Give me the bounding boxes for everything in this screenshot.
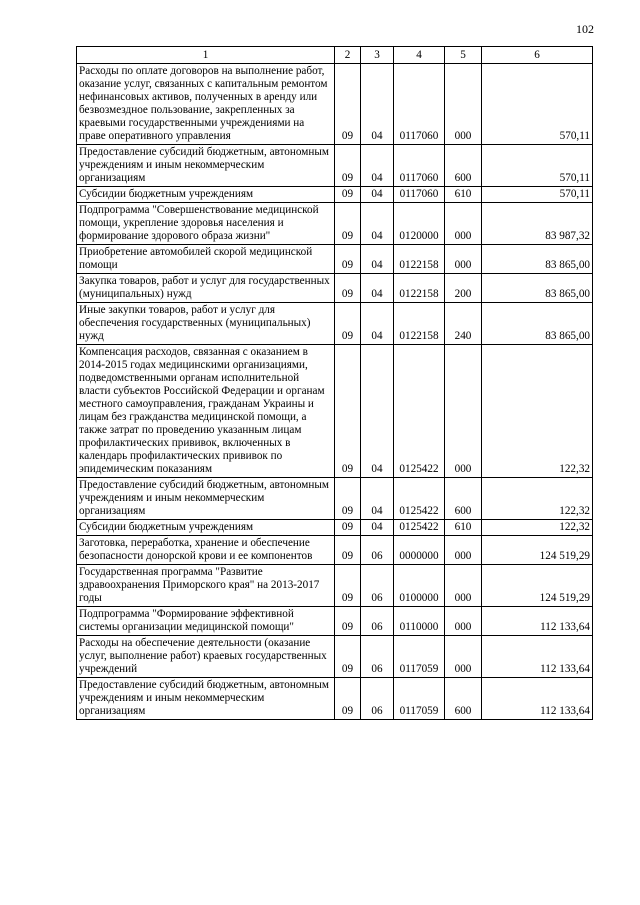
page-number: 102	[576, 22, 594, 36]
target-article-code-cell: 0117060	[394, 64, 445, 145]
table-row	[77, 678, 593, 720]
expense-type-code-cell: 000	[445, 245, 482, 274]
subsection-code-cell: 04	[361, 187, 394, 203]
expense-type-code-cell: 240	[445, 303, 482, 345]
section-code-cell: 09	[335, 64, 361, 145]
subsection-code-cell: 04	[361, 203, 394, 245]
subsection-code-cell: 06	[361, 678, 394, 720]
row-name-cell: Закупка товаров, работ и услуг для государственных (муниципальных) нужд	[77, 274, 335, 303]
subsection-code-cell: 04	[361, 345, 394, 478]
row-name-cell: Компенсация расходов, связанная с оказанием в 2014-2015 годах медицинскими организациями, подведомственными органам исполнительной власти субъектов Российской Федерации и органам местного самоуправления, гражданам Украины и лицам без гражданства медицинской помощи, а также затрат по проведению указанным лицам профилактических прививок, включенных в календарь профилактических прививок по эпидемическим показаниям	[77, 345, 335, 478]
row-name-cell: Расходы на обеспечение деятельности (оказание услуг, выполнение работ) краевых государственных учреждений	[77, 636, 335, 678]
header-cell: 1	[77, 47, 335, 64]
amount-cell: 83 865,00	[482, 303, 593, 345]
table-header-row	[77, 47, 593, 64]
amount-cell: 83 865,00	[482, 274, 593, 303]
expense-type-code-cell: 000	[445, 64, 482, 145]
target-article-code-cell: 0125422	[394, 345, 445, 478]
amount-cell: 124 519,29	[482, 565, 593, 607]
expense-type-code-cell: 610	[445, 187, 482, 203]
section-code-cell: 09	[335, 536, 361, 565]
header-cell: 2	[335, 47, 361, 64]
section-code-cell: 09	[335, 607, 361, 636]
amount-cell: 112 133,64	[482, 636, 593, 678]
subsection-code-cell: 04	[361, 303, 394, 345]
amount-cell: 570,11	[482, 145, 593, 187]
row-name-cell: Приобретение автомобилей скорой медицинской помощи	[77, 245, 335, 274]
row-name-cell: Иные закупки товаров, работ и услуг для обеспечения государственных (муниципальных) нужд	[77, 303, 335, 345]
expense-type-code-cell: 610	[445, 520, 482, 536]
section-code-cell: 09	[335, 678, 361, 720]
table-row	[77, 145, 593, 187]
table-row	[77, 274, 593, 303]
section-code-cell: 09	[335, 203, 361, 245]
amount-cell: 570,11	[482, 64, 593, 145]
section-code-cell: 09	[335, 478, 361, 520]
section-code-cell: 09	[335, 245, 361, 274]
amount-cell: 112 133,64	[482, 607, 593, 636]
subsection-code-cell: 04	[361, 64, 394, 145]
table-row	[77, 520, 593, 536]
amount-cell: 122,32	[482, 345, 593, 478]
row-name-cell: Государственная программа "Развитие здравоохранения Приморского края" на 2013-2017 годы	[77, 565, 335, 607]
target-article-code-cell: 0125422	[394, 478, 445, 520]
section-code-cell: 09	[335, 274, 361, 303]
table-row	[77, 64, 593, 145]
target-article-code-cell: 0122158	[394, 274, 445, 303]
row-name-cell: Предоставление субсидий бюджетным, автономным учреждениям и иным некоммерческим организациям	[77, 478, 335, 520]
header-cell: 3	[361, 47, 394, 64]
expense-type-code-cell: 600	[445, 678, 482, 720]
amount-cell: 112 133,64	[482, 678, 593, 720]
table-row	[77, 636, 593, 678]
table-row	[77, 245, 593, 274]
expense-type-code-cell: 600	[445, 145, 482, 187]
row-name-cell: Подпрограмма "Формирование эффективной системы организации медицинской помощи"	[77, 607, 335, 636]
subsection-code-cell: 04	[361, 520, 394, 536]
expense-type-code-cell: 200	[445, 274, 482, 303]
section-code-cell: 09	[335, 520, 361, 536]
table-row	[77, 187, 593, 203]
expense-type-code-cell: 000	[445, 536, 482, 565]
table-row	[77, 303, 593, 345]
target-article-code-cell: 0000000	[394, 536, 445, 565]
subsection-code-cell: 06	[361, 565, 394, 607]
table-row	[77, 607, 593, 636]
target-article-code-cell: 0122158	[394, 303, 445, 345]
section-code-cell: 09	[335, 636, 361, 678]
row-name-cell: Субсидии бюджетным учреждениям	[77, 187, 335, 203]
row-name-cell: Предоставление субсидий бюджетным, автономным учреждениям и иным некоммерческим организациям	[77, 145, 335, 187]
row-name-cell: Заготовка, переработка, хранение и обеспечение безопасности донорской крови и ее компонентов	[77, 536, 335, 565]
row-name-cell: Расходы по оплате договоров на выполнение работ, оказание услуг, связанных с капитальным ремонтом нефинансовых активов, полученных в аренду или безвозмездное пользование, закрепленных за краевыми государственными учреждениями на праве оперативного управления	[77, 64, 335, 145]
target-article-code-cell: 0117060	[394, 187, 445, 203]
expense-type-code-cell: 000	[445, 636, 482, 678]
amount-cell: 124 519,29	[482, 536, 593, 565]
amount-cell: 122,32	[482, 520, 593, 536]
section-code-cell: 09	[335, 345, 361, 478]
subsection-code-cell: 04	[361, 274, 394, 303]
row-name-cell: Подпрограмма "Совершенствование медицинской помощи, укрепление здоровья населения и формирование здорового образа жизни"	[77, 203, 335, 245]
target-article-code-cell: 0125422	[394, 520, 445, 536]
header-cell: 6	[482, 47, 593, 64]
table-row	[77, 536, 593, 565]
row-name-cell: Предоставление субсидий бюджетным, автономным учреждениям и иным некоммерческим организациям	[77, 678, 335, 720]
target-article-code-cell: 0122158	[394, 245, 445, 274]
row-name-cell: Субсидии бюджетным учреждениям	[77, 520, 335, 536]
subsection-code-cell: 04	[361, 145, 394, 187]
section-code-cell: 09	[335, 145, 361, 187]
subsection-code-cell: 06	[361, 636, 394, 678]
table-row	[77, 478, 593, 520]
amount-cell: 83 987,32	[482, 203, 593, 245]
table-row	[77, 345, 593, 478]
target-article-code-cell: 0100000	[394, 565, 445, 607]
expense-type-code-cell: 000	[445, 345, 482, 478]
expense-type-code-cell: 000	[445, 565, 482, 607]
table-row	[77, 565, 593, 607]
section-code-cell: 09	[335, 303, 361, 345]
subsection-code-cell: 06	[361, 607, 394, 636]
expense-type-code-cell: 000	[445, 203, 482, 245]
target-article-code-cell: 0117060	[394, 145, 445, 187]
subsection-code-cell: 04	[361, 245, 394, 274]
target-article-code-cell: 0117059	[394, 636, 445, 678]
budget-table	[76, 46, 593, 720]
header-cell: 5	[445, 47, 482, 64]
subsection-code-cell: 04	[361, 478, 394, 520]
amount-cell: 122,32	[482, 478, 593, 520]
amount-cell: 83 865,00	[482, 245, 593, 274]
table-row	[77, 203, 593, 245]
expense-type-code-cell: 000	[445, 607, 482, 636]
target-article-code-cell: 0110000	[394, 607, 445, 636]
amount-cell: 570,11	[482, 187, 593, 203]
section-code-cell: 09	[335, 187, 361, 203]
expense-type-code-cell: 600	[445, 478, 482, 520]
header-cell: 4	[394, 47, 445, 64]
section-code-cell: 09	[335, 565, 361, 607]
target-article-code-cell: 0117059	[394, 678, 445, 720]
target-article-code-cell: 0120000	[394, 203, 445, 245]
subsection-code-cell: 06	[361, 536, 394, 565]
